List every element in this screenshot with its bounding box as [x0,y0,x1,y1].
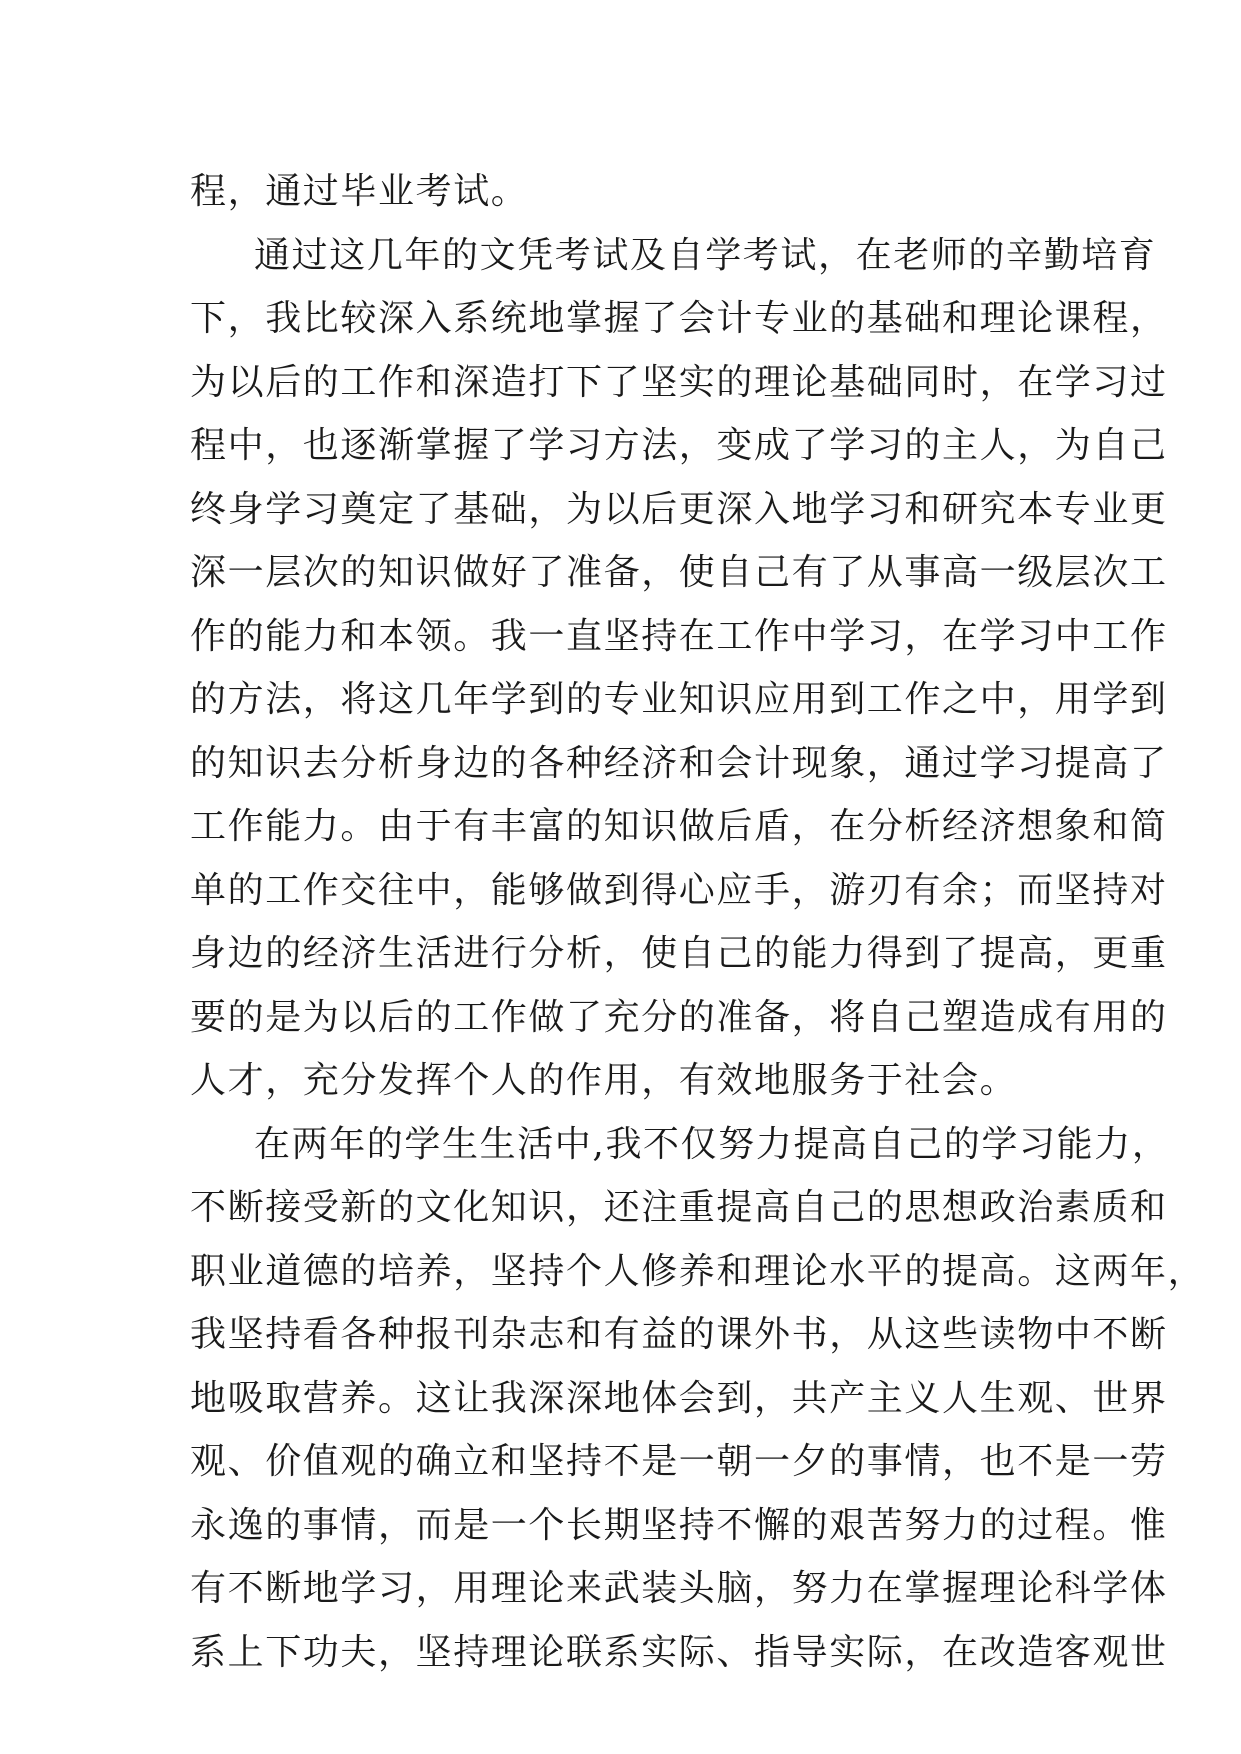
text-line: 我坚持看各种报刊杂志和有益的课外书，从这些读物中不断 [190,1314,1168,1355]
document-body [190,160,1206,1684]
text-line: 深一层次的知识做好了准备，使自己有了从事高一级层次工 [190,552,1168,593]
text-line: 不断接受新的文化知识，还注重提高自己的思想政治素质和 [190,1187,1168,1228]
text-line: 的知识去分析身边的各种经济和会计现象，通过学习提高了 [190,742,1168,784]
text-line: 为以后的工作和深造打下了坚实的理论基础同时，在学习过 [190,361,1168,403]
text-line: 程中，也逐渐掌握了学习方法，变成了学习的主人，为自己 [190,425,1168,466]
text-line: 作的能力和本领。我一直坚持在工作中学习，在学习中工作 [190,615,1168,657]
text-line: 观、价值观的确立和坚持不是一朝一夕的事情，也不是一劳 [190,1441,1168,1482]
text-line: 通过这几年的文凭考试及自学考试，在老师的辛勤培育 [254,234,1157,276]
text-line: 地吸取营养。这让我深深地体会到，共产主义人生观、世界 [190,1377,1168,1419]
text-line: 系上下功夫，坚持理论联系实际、指导实际，在改造客观世 [190,1631,1168,1673]
text-line: 永逸的事情，而是一个长期坚持不懈的艰苦努力的过程。惟 [190,1504,1168,1546]
text-line: 身边的经济生活进行分析，使自己的能力得到了提高，更重 [190,933,1168,974]
text-line: 职业道德的培养，坚持个人修养和理论水平的提高。这两年， [190,1250,1206,1292]
text-line: 的方法，将这几年学到的专业知识应用到工作之中，用学到 [190,679,1168,720]
text-line: 在两年的学生生活中,我不仅努力提高自己的学习能力， [254,1123,1170,1165]
text-line: 有不断地学习，用理论来武装头脑，努力在掌握理论科学体 [190,1568,1168,1609]
text-line: 下，我比较深入系统地掌握了会计专业的基础和理论课程， [190,298,1168,339]
text-line: 单的工作交往中，能够做到得心应手，游刃有余；而坚持对 [190,869,1168,911]
text-line: 要的是为以后的工作做了充分的准备，将自己塑造成有用的 [190,996,1168,1038]
text-line: 人才，充分发挥个人的作用，有效地服务于社会。 [190,1060,1018,1101]
text-line: 终身学习奠定了基础，为以后更深入地学习和研究本专业更 [190,488,1168,530]
text-line: 程，通过毕业考试。 [190,171,529,212]
text-line: 工作能力。由于有丰富的知识做后盾，在分析经济想象和简 [190,806,1168,847]
